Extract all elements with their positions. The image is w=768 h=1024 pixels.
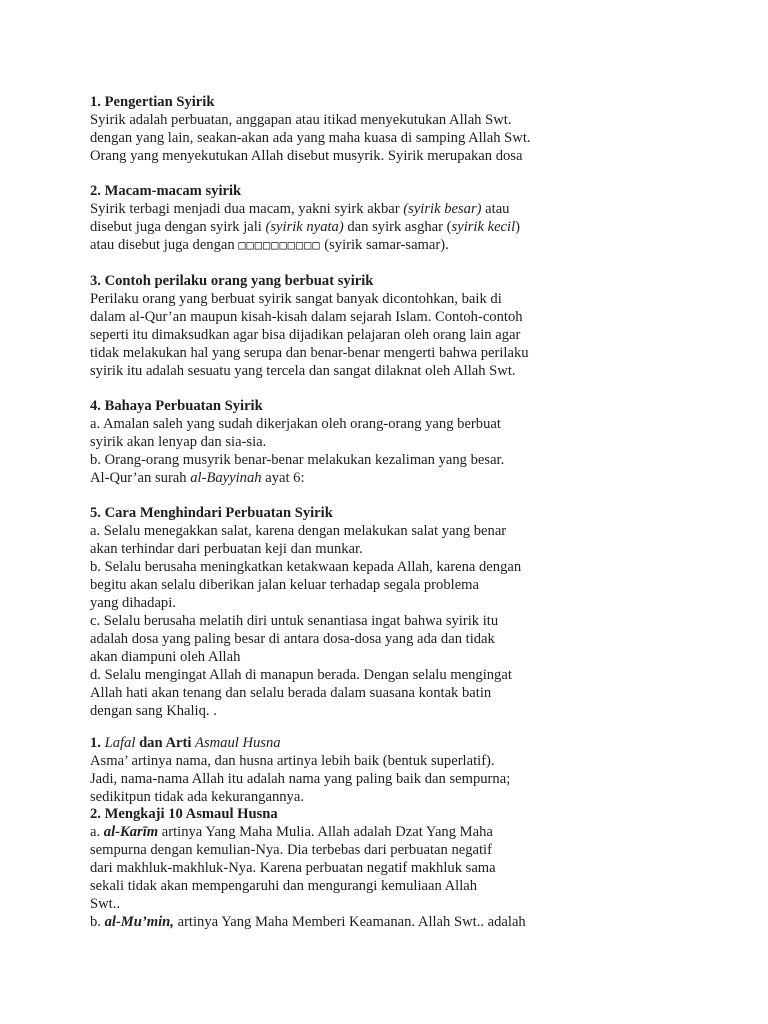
italic-term: syirik kecil (451, 219, 516, 235)
heading-mengkaji-asmaul-husna: 2. Mengkaji 10 Asmaul Husna (90, 806, 278, 822)
text-line: a. Selalu menegakkan salat, karena dengan melakukan salat yang benar (90, 523, 507, 539)
bold-italic-term: al-Karīm (103, 824, 159, 840)
text-span: disebut juga dengan syirk jali (90, 219, 266, 235)
text-span: atau disebut juga dengan (90, 237, 239, 253)
text-span: b. (90, 914, 105, 930)
text-span: Al-Qur’an surah (90, 470, 191, 486)
text-line: adalah dosa yang paling besar di antara dosa-dosa yang ada dan tidak (90, 631, 495, 647)
text-span: a. (90, 824, 104, 840)
heading-contoh-perilaku: 3. Contoh perilaku orang yang berbuat syirik (90, 273, 374, 289)
text-line: Asma’ artinya nama, dan husna artinya lebih baik (bentuk superlatif). (90, 753, 495, 769)
missing-glyph-boxes: □□□□□□□□□□ (238, 238, 321, 252)
text-line: b. Selalu berusaha meningkatkan ketakwaan kepada Allah, karena dengan (90, 559, 522, 575)
text-line: dengan yang lain, seakan-akan ada yang maha kuasa di samping Allah Swt. (90, 130, 531, 146)
heading-bahaya-syirik: 4. Bahaya Perbuatan Syirik (90, 398, 263, 414)
text-line: Swt.. (90, 896, 121, 912)
text-line: yang dihadapi. (90, 595, 176, 611)
text-line: begitu akan selalu diberikan jalan keluar terhadap segala problema (90, 577, 480, 593)
text-line: dari makhluk-makhluk-Nya. Karena perbuatan negatif makhluk sama (90, 860, 496, 876)
italic-term: (syirik besar) (403, 201, 482, 217)
text-line: akan diampuni oleh Allah (90, 649, 241, 665)
heading-macam-syirik: 2. Macam-macam syirik (90, 183, 242, 199)
italic-term: Lafal (104, 735, 136, 751)
italic-term: al-Bayyinah (190, 470, 262, 486)
text-line: d. Selalu mengingat Allah di manapun berada. Dengan selalu mengingat (90, 667, 512, 683)
text-line: b. Orang-orang musyrik benar-benar melakukan kezaliman yang besar. (90, 452, 505, 468)
heading-pengertian-syirik: 1. Pengertian Syirik (90, 94, 215, 110)
text-line: sedikitpun tidak ada kekurangannya. (90, 789, 304, 805)
text-line (90, 913, 710, 931)
text-line (90, 823, 710, 841)
text-line: Perilaku orang yang berbuat syirik sangat banyak dicontohkan, baik di (90, 291, 502, 307)
text-span: dan Arti (135, 735, 196, 751)
text-line: Orang yang menyekutukan Allah disebut musyrik. Syirik merupakan dosa (90, 148, 523, 164)
text-line: Allah hati akan tenang dan selalu berada dalam suasana kontak batin (90, 685, 492, 701)
text-line (90, 469, 710, 487)
italic-term: (syirik nyata) (265, 219, 344, 235)
bold-italic-term: al-Mu’min, (104, 914, 174, 930)
text-line: akan terhindar dari perbuatan keji dan munkar. (90, 541, 363, 557)
text-span: 1. (90, 735, 105, 751)
text-line: sekali tidak akan mempengaruhi dan mengurangi kemuliaan Allah (90, 878, 478, 894)
text-span: ) (515, 219, 521, 235)
text-span: atau (481, 201, 510, 217)
text-line: a. Amalan saleh yang sudah dikerjakan oleh orang-orang yang berbuat (90, 416, 501, 432)
heading-lafal-asmaul-husna (90, 734, 710, 752)
text-line: Jadi, nama-nama Allah itu adalah nama yang paling baik dan sempurna; (90, 771, 511, 787)
text-line: seperti itu dimaksudkan agar bisa dijadikan pelajaran oleh orang lain agar (90, 327, 521, 343)
heading-cara-menghindari: 5. Cara Menghindari Perbuatan Syirik (90, 505, 333, 521)
text-line (90, 218, 710, 236)
text-line: sempurna dengan kemulian-Nya. Dia terbebas dari perbuatan negatif (90, 842, 492, 858)
text-line: dengan sang Khaliq. . (90, 703, 217, 719)
text-line (90, 200, 710, 218)
text-span: artinya Yang Maha Mulia. Allah adalah Dzat Yang Maha (158, 824, 493, 840)
text-line: dalam al-Qur’an maupun kisah-kisah dalam sejarah Islam. Contoh-contoh (90, 309, 523, 325)
italic-term: Asmaul Husna (195, 735, 281, 751)
text-span: artinya Yang Maha Memberi Keamanan. Allah Swt.. adalah (173, 914, 526, 930)
text-span: Syirik terbagi menjadi dua macam, yakni syirk akbar (90, 201, 404, 217)
text-line: syirik akan lenyap dan sia-sia. (90, 434, 267, 450)
text-span: ayat 6: (261, 470, 305, 486)
text-span: (syirik samar-samar). (320, 237, 449, 253)
text-line: c. Selalu berusaha melatih diri untuk senantiasa ingat bahwa syirik itu (90, 613, 499, 629)
text-line (90, 236, 710, 254)
text-line: syirik itu adalah sesuatu yang tercela dan sangat dilaknat oleh Allah Swt. (90, 363, 516, 379)
text-line: tidak melakukan hal yang serupa dan benar-benar mengerti bahwa perilaku (90, 345, 529, 361)
text-span: dan syirk asghar ( (343, 219, 452, 235)
text-line: Syirik adalah perbuatan, anggapan atau itikad menyekutukan Allah Swt. (90, 112, 512, 128)
